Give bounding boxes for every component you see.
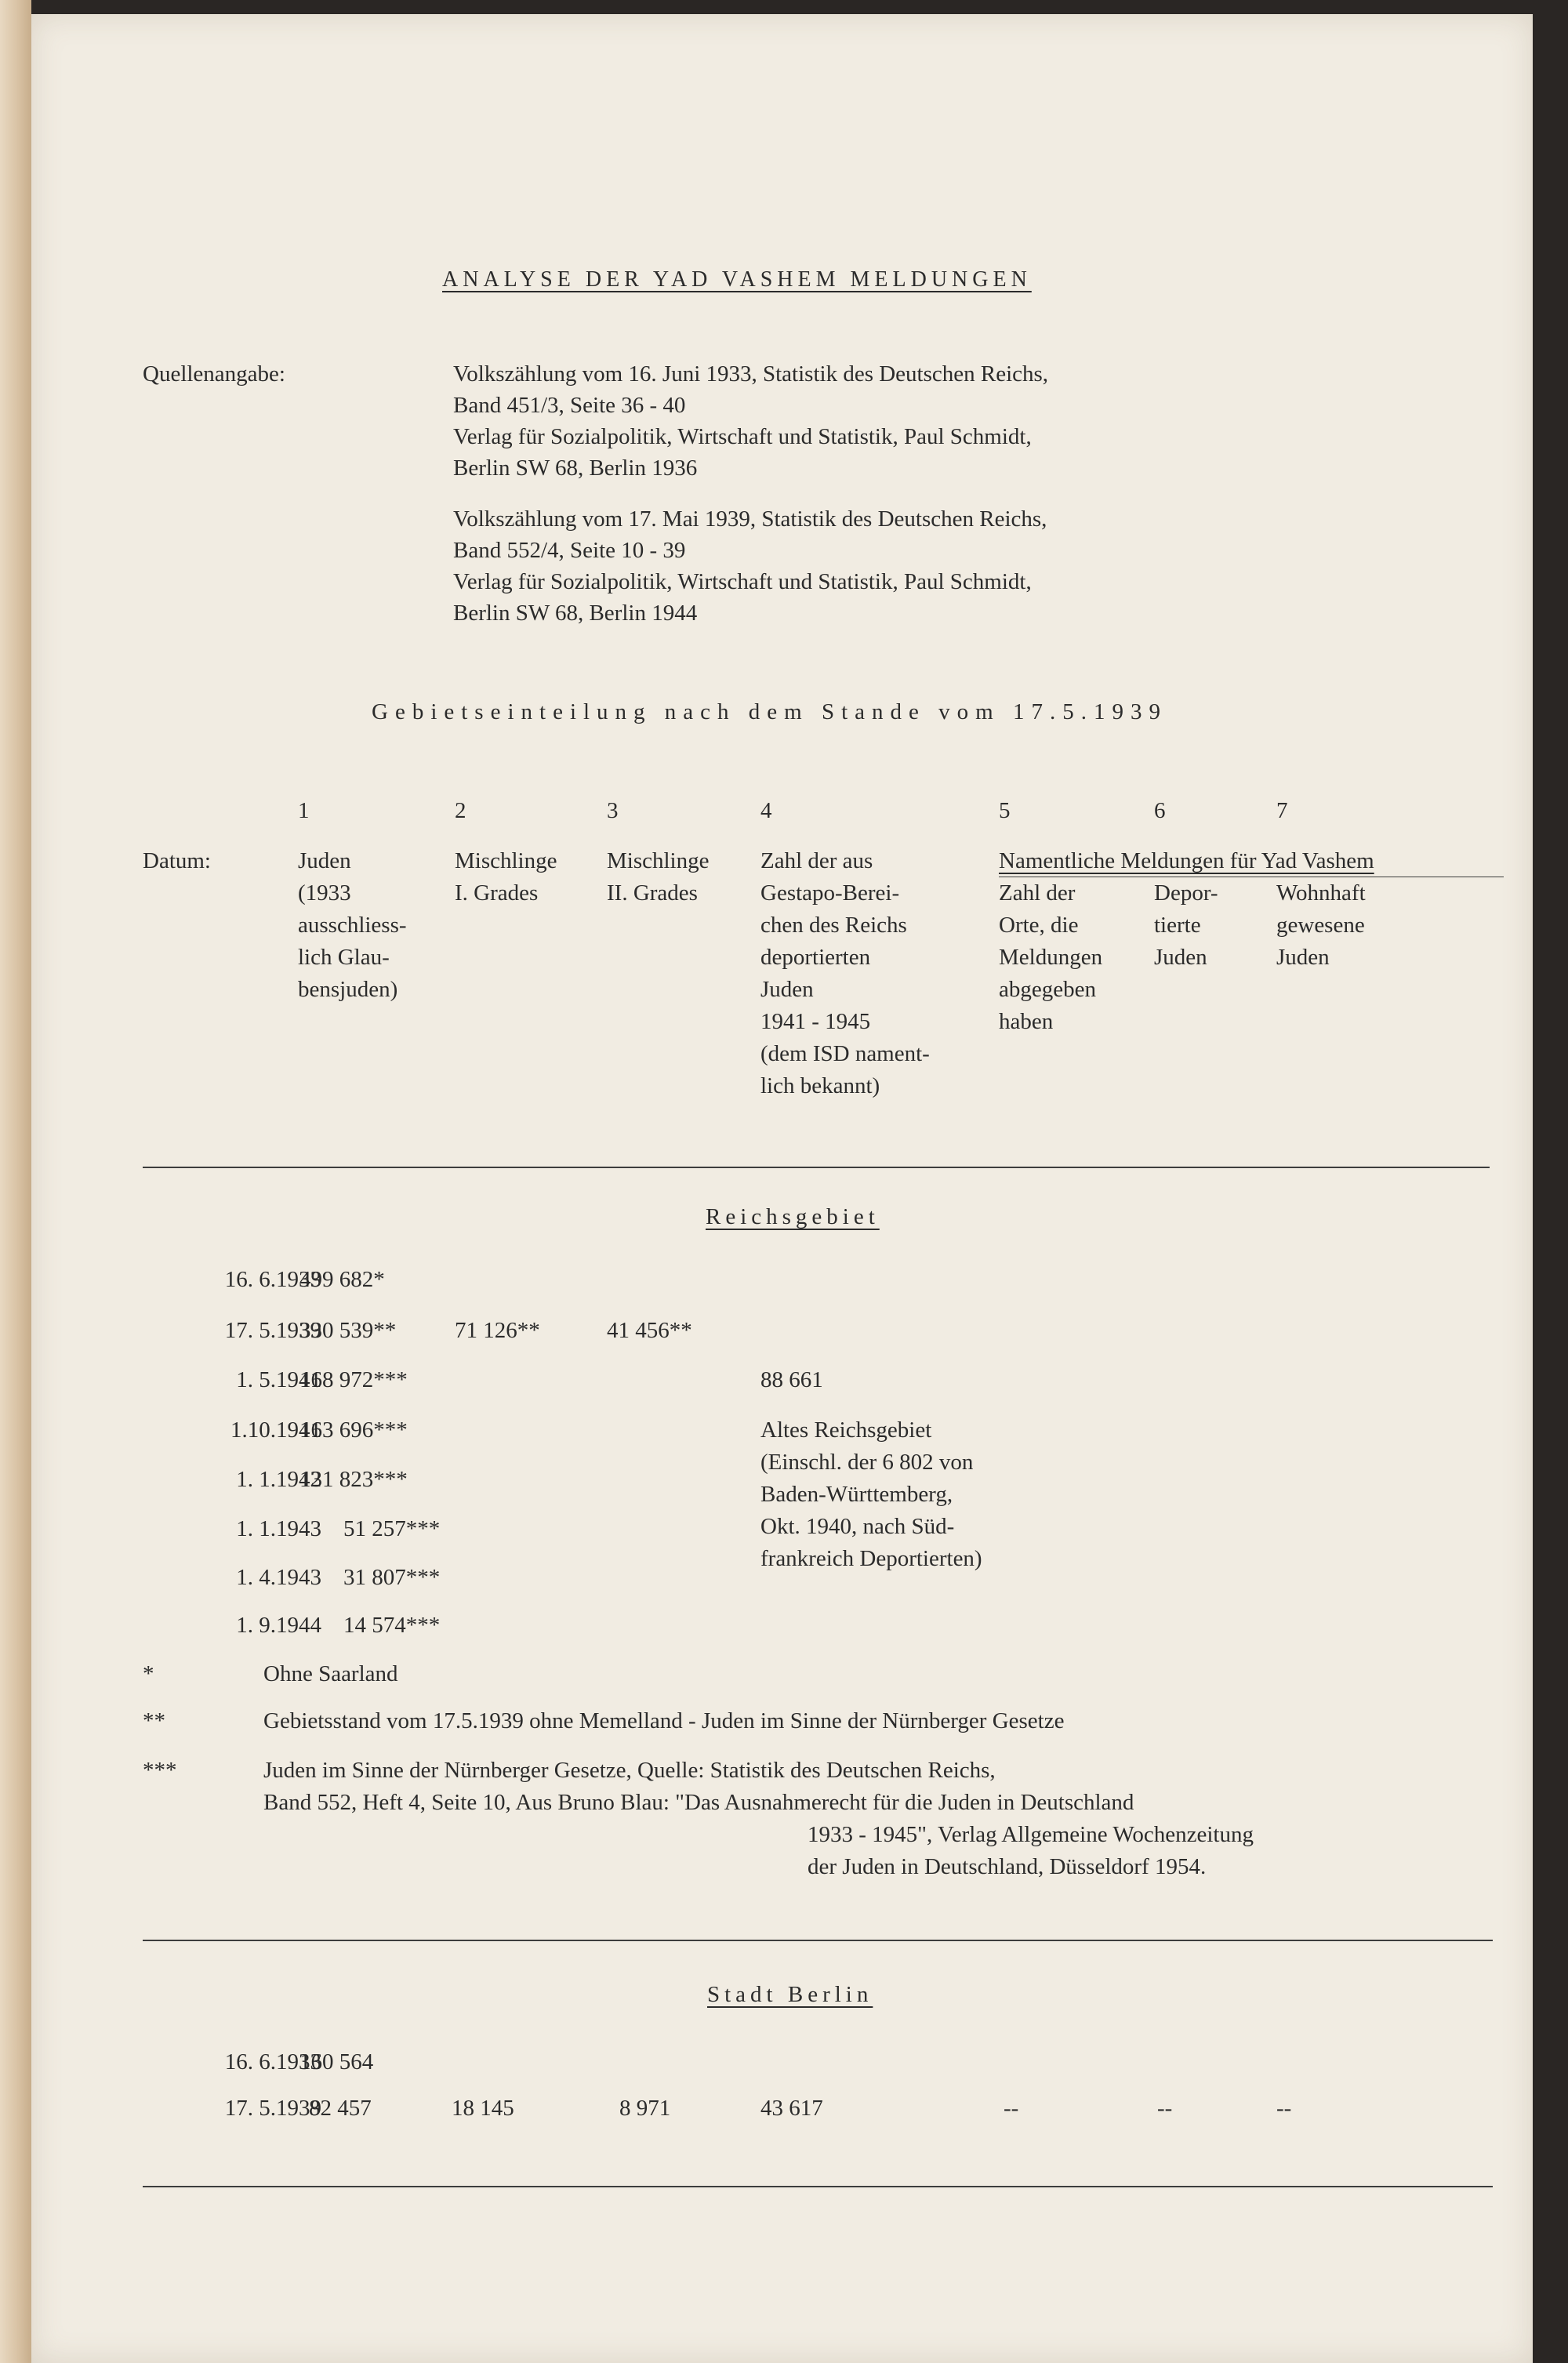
header-line: lich bekannt) xyxy=(760,1073,880,1098)
deported-cell: 88 661 xyxy=(760,1367,823,1392)
date-cell: 1. 9.1944 xyxy=(236,1613,321,1638)
note-line: Altes Reichsgebiet xyxy=(760,1417,932,1443)
footnote-text: Ohne Saarland xyxy=(263,1661,398,1686)
source-line: Berlin SW 68, Berlin 1936 xyxy=(453,456,698,481)
date-cell: 1. 5.1941 xyxy=(236,1367,321,1392)
header-line: Juden xyxy=(298,848,351,873)
date-cell: 1. 1.1942 xyxy=(236,1467,321,1492)
source-line: Verlag für Sozialpolitik, Wirtschaft und Statistik, Paul Schmidt, xyxy=(453,569,1032,594)
mischlinge-2-cell: 41 456** xyxy=(607,1318,692,1343)
juden-cell: 168 972*** xyxy=(299,1367,408,1392)
header-line: I. Grades xyxy=(455,880,539,906)
header-line: gewesene xyxy=(1276,913,1365,938)
column-number: 3 xyxy=(607,798,619,823)
note-line: Baden-Württemberg, xyxy=(760,1482,953,1507)
footnotes-divider xyxy=(143,1940,1493,1941)
group-header: Namentliche Meldungen für Yad Vashem xyxy=(999,848,1374,873)
column-number: 6 xyxy=(1154,798,1166,823)
header-line: Depor- xyxy=(1154,880,1218,906)
header-line: 1941 - 1945 xyxy=(760,1009,871,1034)
header-line: Juden xyxy=(1276,945,1330,970)
column-number: 1 xyxy=(298,798,310,823)
footnote-mark: ** xyxy=(143,1708,165,1733)
column-number: 5 xyxy=(999,798,1011,823)
mischlinge-1-cell: 71 126** xyxy=(455,1318,540,1343)
deported-cell: 43 617 xyxy=(760,2096,823,2121)
mischlinge-1-cell: 18 145 xyxy=(452,2096,514,2121)
juden-cell: 82 457 xyxy=(309,2096,372,2121)
column-number: 4 xyxy=(760,798,772,823)
juden-cell: 330 539** xyxy=(299,1318,397,1343)
footnote-text: 1933 - 1945", Verlag Allgemeine Wochenzeitung xyxy=(808,1822,1254,1847)
juden-cell: 160 564 xyxy=(299,2049,374,2074)
note-line: (Einschl. der 6 802 von xyxy=(760,1450,974,1475)
date-cell: 1. 1.1943 xyxy=(236,1516,321,1541)
header-line: Meldungen xyxy=(999,945,1103,970)
header-line: Gestapo-Berei- xyxy=(760,880,900,906)
header-line: Juden xyxy=(760,977,814,1002)
header-line: chen des Reichs xyxy=(760,913,907,938)
juden-cell: 31 807*** xyxy=(343,1565,441,1590)
footnote-text: Gebietsstand vom 17.5.1939 ohne Memelland - Juden im Sinne der Nürnberger Gesetze xyxy=(263,1708,1065,1733)
header-line: (1933 xyxy=(298,880,351,906)
date-cell: 17. 5.1939 xyxy=(224,1318,321,1343)
header-line: deportierten xyxy=(760,945,871,970)
footnote-text: der Juden in Deutschland, Düsseldorf 1954. xyxy=(808,1854,1207,1879)
header-line: Mischlinge xyxy=(607,848,710,873)
header-line: Wohnhaft xyxy=(1276,880,1366,906)
mischlinge-2-cell: 8 971 xyxy=(619,2096,671,2121)
source-line: Volkszählung vom 17. Mai 1939, Statistik des Deutschen Reichs, xyxy=(453,506,1047,532)
date-cell: 1.10.1941 xyxy=(230,1417,321,1443)
juden-cell: 14 574*** xyxy=(343,1613,441,1638)
section-heading-berlin: Stadt Berlin xyxy=(707,1982,873,2007)
binding-edge xyxy=(0,0,31,2363)
header-line: bensjuden) xyxy=(298,977,398,1002)
document-page xyxy=(31,14,1533,2363)
date-cell: 16. 6.1933 xyxy=(224,2049,321,2074)
sources-label: Quellenangabe: xyxy=(143,361,285,387)
date-cell: 17. 5.1939 xyxy=(224,2096,321,2121)
header-line: haben xyxy=(999,1009,1054,1034)
footnote-text: Juden im Sinne der Nürnberger Gesetze, Quelle: Statistik des Deutschen Reichs, xyxy=(263,1758,996,1783)
header-line: Orte, die xyxy=(999,913,1079,938)
date-cell: 1. 4.1943 xyxy=(236,1565,321,1590)
header-line: ausschliess- xyxy=(298,913,407,938)
date-cell: 16. 6.1933 xyxy=(224,1267,321,1292)
header-line: Zahl der aus xyxy=(760,848,873,873)
bottom-divider xyxy=(143,2186,1493,2187)
footnote-mark: * xyxy=(143,1661,154,1686)
region-heading: Gebietseinteilung nach dem Stande vom 17.5.1939 xyxy=(372,699,1167,724)
source-line: Band 451/3, Seite 36 - 40 xyxy=(453,393,686,418)
note-line: Okt. 1940, nach Süd- xyxy=(760,1514,955,1539)
page-title: ANALYSE DER YAD VASHEM MELDUNGEN xyxy=(442,267,1032,292)
col5-cell: -- xyxy=(1004,2096,1019,2121)
column-number: 2 xyxy=(455,798,466,823)
header-line: tierte xyxy=(1154,913,1201,938)
col6-cell: -- xyxy=(1157,2096,1173,2121)
source-line: Band 552/4, Seite 10 - 39 xyxy=(453,538,686,563)
juden-cell: 163 696*** xyxy=(299,1417,408,1443)
header-line: II. Grades xyxy=(607,880,698,906)
header-line: lich Glau- xyxy=(298,945,390,970)
header-divider xyxy=(143,1167,1490,1168)
juden-cell: 499 682* xyxy=(299,1267,385,1292)
header-line: Zahl der xyxy=(999,880,1076,906)
note-line: frankreich Deportierten) xyxy=(760,1546,982,1571)
source-line: Berlin SW 68, Berlin 1944 xyxy=(453,601,698,626)
source-line: Verlag für Sozialpolitik, Wirtschaft und Statistik, Paul Schmidt, xyxy=(453,424,1032,449)
footnote-text: Band 552, Heft 4, Seite 10, Aus Bruno Blau: "Das Ausnahmerecht für die Juden in Deutschland xyxy=(263,1790,1134,1815)
header-line: Juden xyxy=(1154,945,1207,970)
col7-cell: -- xyxy=(1276,2096,1292,2121)
header-line: Mischlinge xyxy=(455,848,557,873)
section-heading-reichsgebiet: Reichsgebiet xyxy=(706,1204,880,1229)
column-number: 7 xyxy=(1276,798,1288,823)
juden-cell: 51 257*** xyxy=(343,1516,441,1541)
header-line: abgegeben xyxy=(999,977,1096,1002)
header-line: (dem ISD nament- xyxy=(760,1041,930,1066)
datum-label: Datum: xyxy=(143,848,211,873)
source-line: Volkszählung vom 16. Juni 1933, Statistik des Deutschen Reichs, xyxy=(453,361,1049,387)
juden-cell: 131 823*** xyxy=(299,1467,408,1492)
footnote-mark: *** xyxy=(143,1758,177,1783)
